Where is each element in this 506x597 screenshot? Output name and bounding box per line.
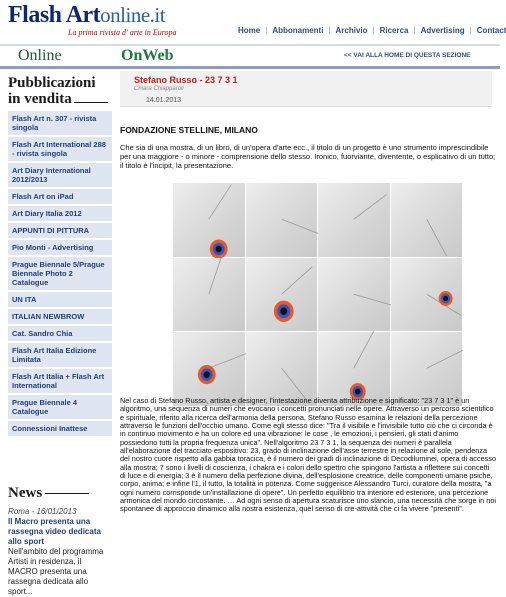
title-underline <box>45 493 89 494</box>
news-title <box>8 485 89 502</box>
news-item[interactable] <box>8 507 112 597</box>
article-header <box>120 71 492 107</box>
article-body: Nel caso di Stefano Russo, artista e designer, l'intestazione diventa attribuzione e significato: "23 7 3 1" è un algoritmo, una sequenza di numeri che evocano i concetti pronunciati nelle opere. Attraverso un percorso scientifico e spirituale, riferito alla ricerca dell'armonia della persona, Stefano Russo esamina le relazioni della percezione attraverso le funzioni dell'occhio umano. Come egli stesso dice: "Tra il visibile e l'invisibile tutto ciò che ci circonda è in continuo movimento e ha un colore ed una vibrazione: le cose , le emozioni, i pensieri, gli stati d'animo possiedono tutti la propria frequenza unica". Nell'algoritmo 23 7 3 1, la sequenza dei numeri è parallela all'elaborazione del tracciato espositivo: 23, grado di inclinazione dell'asse terrestre in relazione al sole, pendenza del nostro cuore rispetto alla gabbia toracica, è il numero dei gradi di inclinazione di Decodiluminei, opera di accesso alla mostra; 7 sono i livelli di coscienza, i chakra e i colori dello spettro che spingono l'artista a riflettere sui concetti di luce e di energia; 3 è il numero della perfezione divina, dell'esplosione creatrice, delle componenti umane psiche, corpo, anima; e infine l'1, il tutto, la totalità in potenza. Come suggerisce Alessandro Turci, curatore della mostra, "a ogni numero corrisponde un'installazione di opere". Un perfetto equilibrio tra interiore ed esteriore, una percezione armonica del mondo circostante. … Ad ogni senso di apertura scaturisce uno slancio, una necessità che sorge in noi spontanee di approccio dinamico alla nostra esistenza, quel senso di cre-attività che ci fa vivere "presenti". <box>120 396 497 514</box>
site-tagline: La prima rivista d' arte in Europa <box>68 28 177 37</box>
sidebar-publication-item[interactable]: Pio Monti - Advertising <box>8 240 112 257</box>
left-sidebar <box>0 69 112 596</box>
sidebar-publication-item[interactable]: Connessioni Inattese <box>8 421 112 438</box>
publications-list <box>8 111 112 438</box>
sidebar-publication-item[interactable]: Flash Art Italia Edizione Limitata <box>8 343 112 369</box>
sidebar-publication-item[interactable]: APPUNTI DI PITTURA <box>8 223 112 240</box>
site-logo[interactable] <box>8 2 165 29</box>
artwork-photo <box>391 258 463 332</box>
artwork-photo <box>246 332 318 406</box>
nav-separator: | <box>372 26 375 35</box>
artwork-photo-graphic <box>391 332 463 406</box>
sidebar-publication-item[interactable]: Flash Art International 288 - rivista singola <box>8 137 112 163</box>
artwork-photo <box>391 183 463 257</box>
sidebar-publication-item[interactable]: Flash Art on iPad <box>8 189 112 206</box>
sidebar-publication-item[interactable]: Art Diary Italia 2012 <box>8 206 112 223</box>
article-author: Chiara Chiapparoli <box>134 86 184 92</box>
sidebar-publication-item[interactable]: Art Diary International 2012/2013 <box>8 163 112 189</box>
top-nav <box>238 26 506 35</box>
sidebar-publication-item[interactable]: ITALIAN NEWBROW <box>8 309 112 326</box>
artwork-photo-graphic <box>173 258 245 332</box>
nav-separator: | <box>328 26 331 35</box>
section-bar <box>0 46 500 66</box>
artwork-image-grid <box>173 183 462 390</box>
nav-advertising[interactable]: Advertising <box>420 26 465 35</box>
nav-home[interactable]: Home <box>238 26 261 35</box>
article-intro: Che sia di una mostra, di un libro, di un'opera d'arte ecc., il titolo di un progetto è uno strumento imprescindibile per una maggiore - o minore - comprensione dello stesso. Ironico, fuorviante, diventente, o esplicativo di un tutto; il titolo è l'incipit, la presentazione. <box>120 143 496 170</box>
artwork-photo-graphic <box>391 258 463 332</box>
nav-ricerca[interactable]: Ricerca <box>379 26 409 35</box>
publications-title-text: Pubblicazioni in vendita <box>8 75 96 107</box>
article-title: Stefano Russo - 23 7 3 1 <box>134 75 238 85</box>
artwork-photo <box>391 332 463 406</box>
artwork-photo-graphic <box>246 258 318 332</box>
sidebar-publication-item[interactable]: Prague Biennale 4 Catalogue <box>8 395 112 421</box>
artwork-photo-graphic <box>318 183 390 257</box>
article-column <box>112 69 500 584</box>
artwork-photo <box>246 183 318 257</box>
nav-contact[interactable]: Contact <box>476 26 506 35</box>
site-header <box>0 0 506 44</box>
artwork-photo <box>318 183 390 257</box>
back-to-section-home-link[interactable]: << VAI ALLA HOME DI QUESTA SEZIONE <box>344 52 471 59</box>
sidebar-publication-item[interactable]: Flash Art Italia + Flash Art International <box>8 369 112 395</box>
news-date: Roma - 16/01/2013 <box>8 507 77 516</box>
nav-archivio[interactable]: Archivio <box>335 26 368 35</box>
artwork-photo <box>318 258 390 332</box>
artwork-photo-graphic <box>246 332 318 406</box>
artwork-photo-graphic <box>318 258 390 332</box>
publications-title <box>8 75 110 107</box>
artwork-photo-graphic <box>173 332 245 406</box>
section-onweb-label[interactable]: OnWeb <box>121 47 174 64</box>
sidebar-publication-item[interactable]: Flash Art n. 307 - rivista singola <box>8 111 112 137</box>
news-headline[interactable]: Il Macro presenta una rassegna video dedicata allo sport <box>8 517 101 546</box>
sidebar-publication-item[interactable]: Prague Biennale 5/Prague Biennale Photo 2 Catalogue <box>8 257 112 292</box>
artwork-photo <box>173 258 245 332</box>
nav-separator: | <box>469 26 472 35</box>
artwork-photo-graphic <box>391 183 463 257</box>
logo-text: Flash Art <box>8 2 101 28</box>
artwork-photo <box>246 258 318 332</box>
title-underline <box>74 102 108 103</box>
sidebar-publication-item[interactable]: Cat. Sandro Chia <box>8 326 112 343</box>
news-title-text: News <box>8 485 43 501</box>
logo-online-text: online.it <box>100 3 166 27</box>
artwork-photo <box>318 332 390 406</box>
sidebar-publication-item[interactable]: UN ITA <box>8 292 112 309</box>
article-venue: FONDAZIONE STELLINE, MILANO <box>120 125 258 135</box>
artwork-photo-graphic <box>246 183 318 257</box>
nav-separator: | <box>413 26 416 35</box>
section-online-label[interactable]: Online <box>18 47 62 64</box>
artwork-photo-graphic <box>318 332 390 406</box>
artwork-photo <box>173 332 245 406</box>
artwork-photo <box>173 183 245 257</box>
news-excerpt: Nell'ambito del programma Artisti in residenza, il MACRO presenta una rassegna dedicata allo sport... <box>8 547 104 596</box>
nav-separator: | <box>265 26 268 35</box>
artwork-photo-graphic <box>173 183 245 257</box>
article-date: 14.01.2013 <box>146 97 182 104</box>
nav-abbonamenti[interactable]: Abbonamenti <box>272 26 324 35</box>
